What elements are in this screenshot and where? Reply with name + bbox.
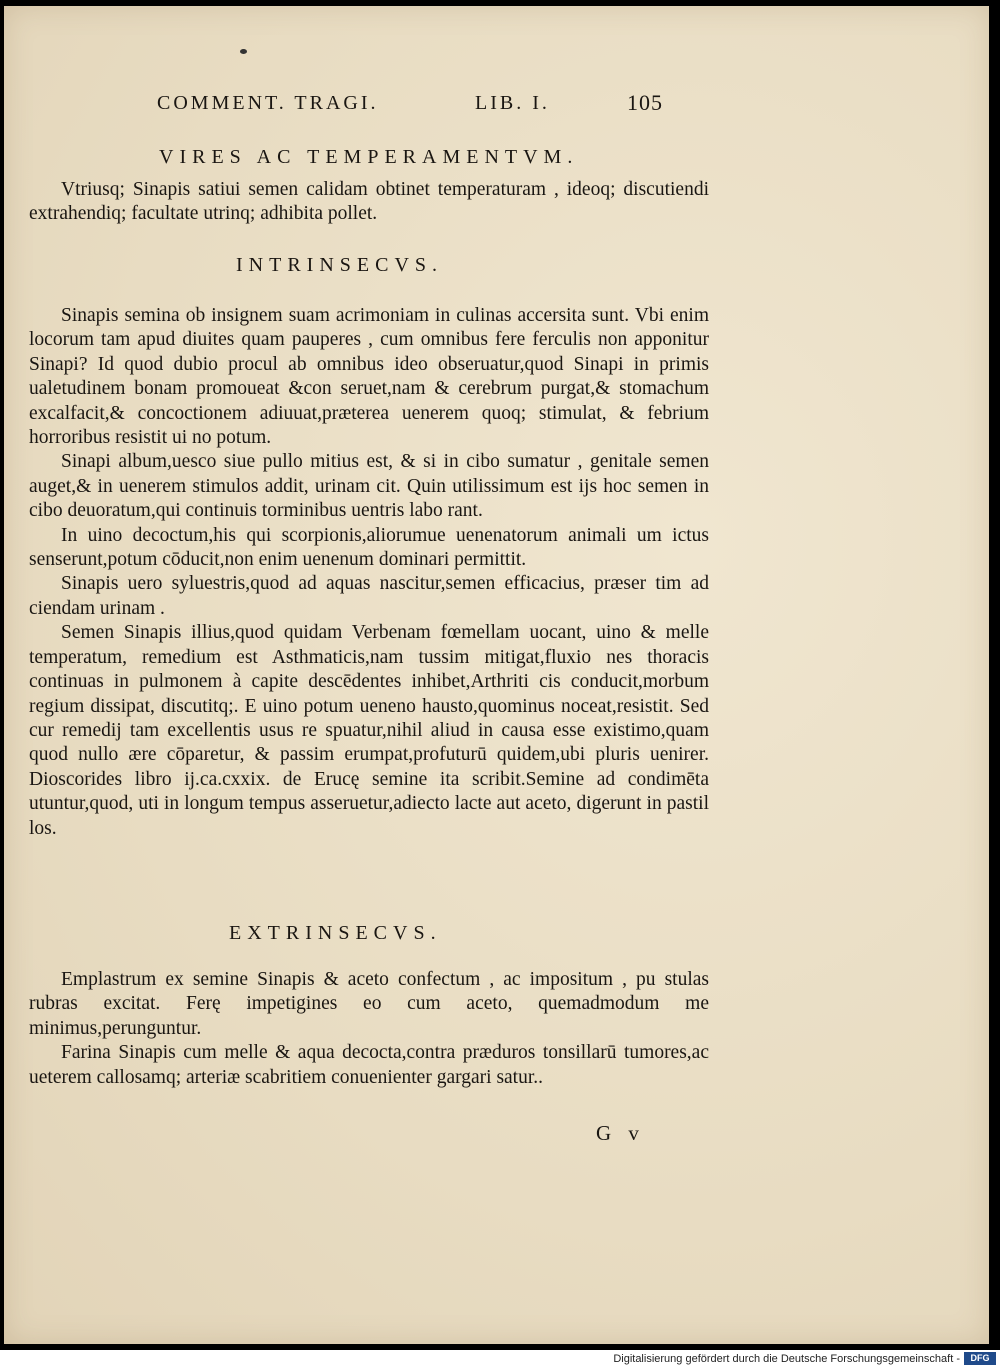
digitization-credit: Digitalisierung gefördert durch die Deutsche Forschungsgemeinschaft -: [613, 1353, 960, 1365]
paragraph: Sinapis uero syluestris,quod ad aquas nascitur,semen efficacius, præser tim ad ciendam urinam .: [29, 573, 709, 619]
paragraph: Sinapis semina ob insignem suam acrimoniam in culinas accersita sunt. Vbi enim locorum tam apud diuites quam pauperes , cum omnibus fere ferculis non apponitur Sinapi? Id quod dubio procul ab omnibus ideo obseruatur,quod Sinapi in primis ualetudinem bonam promoueat &con seruet,nam & cerebrum purgat,& stomachum excalfacit,& concoctionem adiuuat,præterea uenerem quoq; stimulat, & febrium horroribus resistit ui no potum.: [29, 305, 709, 449]
book-page: [4, 6, 989, 1344]
section-body-intrinsecus: [29, 304, 709, 841]
paragraph: In uino decoctum,his qui scorpionis,aliorumue uenenatorum animali um ictus senserunt,potum cōducit,non enim uenenum dominari permittit.: [29, 524, 709, 571]
paragraph: Semen Sinapis illius,quod quidam Verbenam fœmellam uocant, uino & melle temperatum, remedium est Asthmaticis,nam tussim mitigat,fluxio nes thoracis continuas in pulmonem à capite descēdentes inhibet,Arthriti cis conducit,morbum regium dissipat, discutitq;. E uino potum ueneno hausto,quominus noceat,resistit. Sed cur remedij tam excellentis usus re spuatur,nihil aliud in causa esse existimo,quam quod nullo ære cōparetur, & passim erumpat,profuturū quidem,ubi pluris uenirer. Dioscorides libro ij.ca.cxxix. de Erucę semine ita scribit.Semine ad condimēta utuntur,quod, uti in longum tempus asseruetur,adiecto lacte aut aceto, digerunt in pastil los.: [29, 622, 709, 839]
section-body-extrinsecus: [29, 968, 709, 1090]
paragraph: Vtriusq; Sinapis satiui semen calidam obtinet temperaturam , ideoq; discutiendi extrahendiq; facultate utrinq; adhibita pollet.: [29, 179, 709, 225]
section-body-vires: [29, 178, 709, 227]
running-head: [157, 92, 662, 122]
paragraph: Emplastrum ex semine Sinapis & aceto confectum , ac impositum , pu stulas rubras excitat. Ferę impetigines eo cum aceto, quemadmodum me minimus,perunguntur.: [29, 969, 709, 1039]
page-number: 105: [627, 90, 663, 115]
catchword: G v: [596, 1121, 645, 1145]
section-heading-intrinsecus: INTRINSECVS.: [236, 254, 444, 276]
dfg-logo-icon: DFG: [964, 1352, 996, 1365]
paragraph: Farina Sinapis cum melle & aqua decocta,contra præduros tonsillarū tumores,ac ueterem callosamq; arteriæ scabritiem conuenienter gargari satur..: [29, 1042, 709, 1088]
running-head-title: COMMENT. TRAGI.: [157, 92, 379, 114]
section-heading-extrinsecus: EXTRINSECVS.: [229, 922, 442, 944]
section-heading-vires: VIRES AC TEMPERAMENTVM.: [159, 146, 579, 168]
ink-speck: [240, 49, 247, 54]
running-head-book: LIB. I.: [475, 92, 550, 114]
paragraph: Sinapi album,uesco siue pullo mitius est, & si in cibo sumatur , genitale semen auget,& in uenerem stimulos addit, urinam cit. Quin utilissimum est ijs hoc semen in cibo deuoratum,qui continuis torminibus uentris labo rant.: [29, 451, 709, 522]
